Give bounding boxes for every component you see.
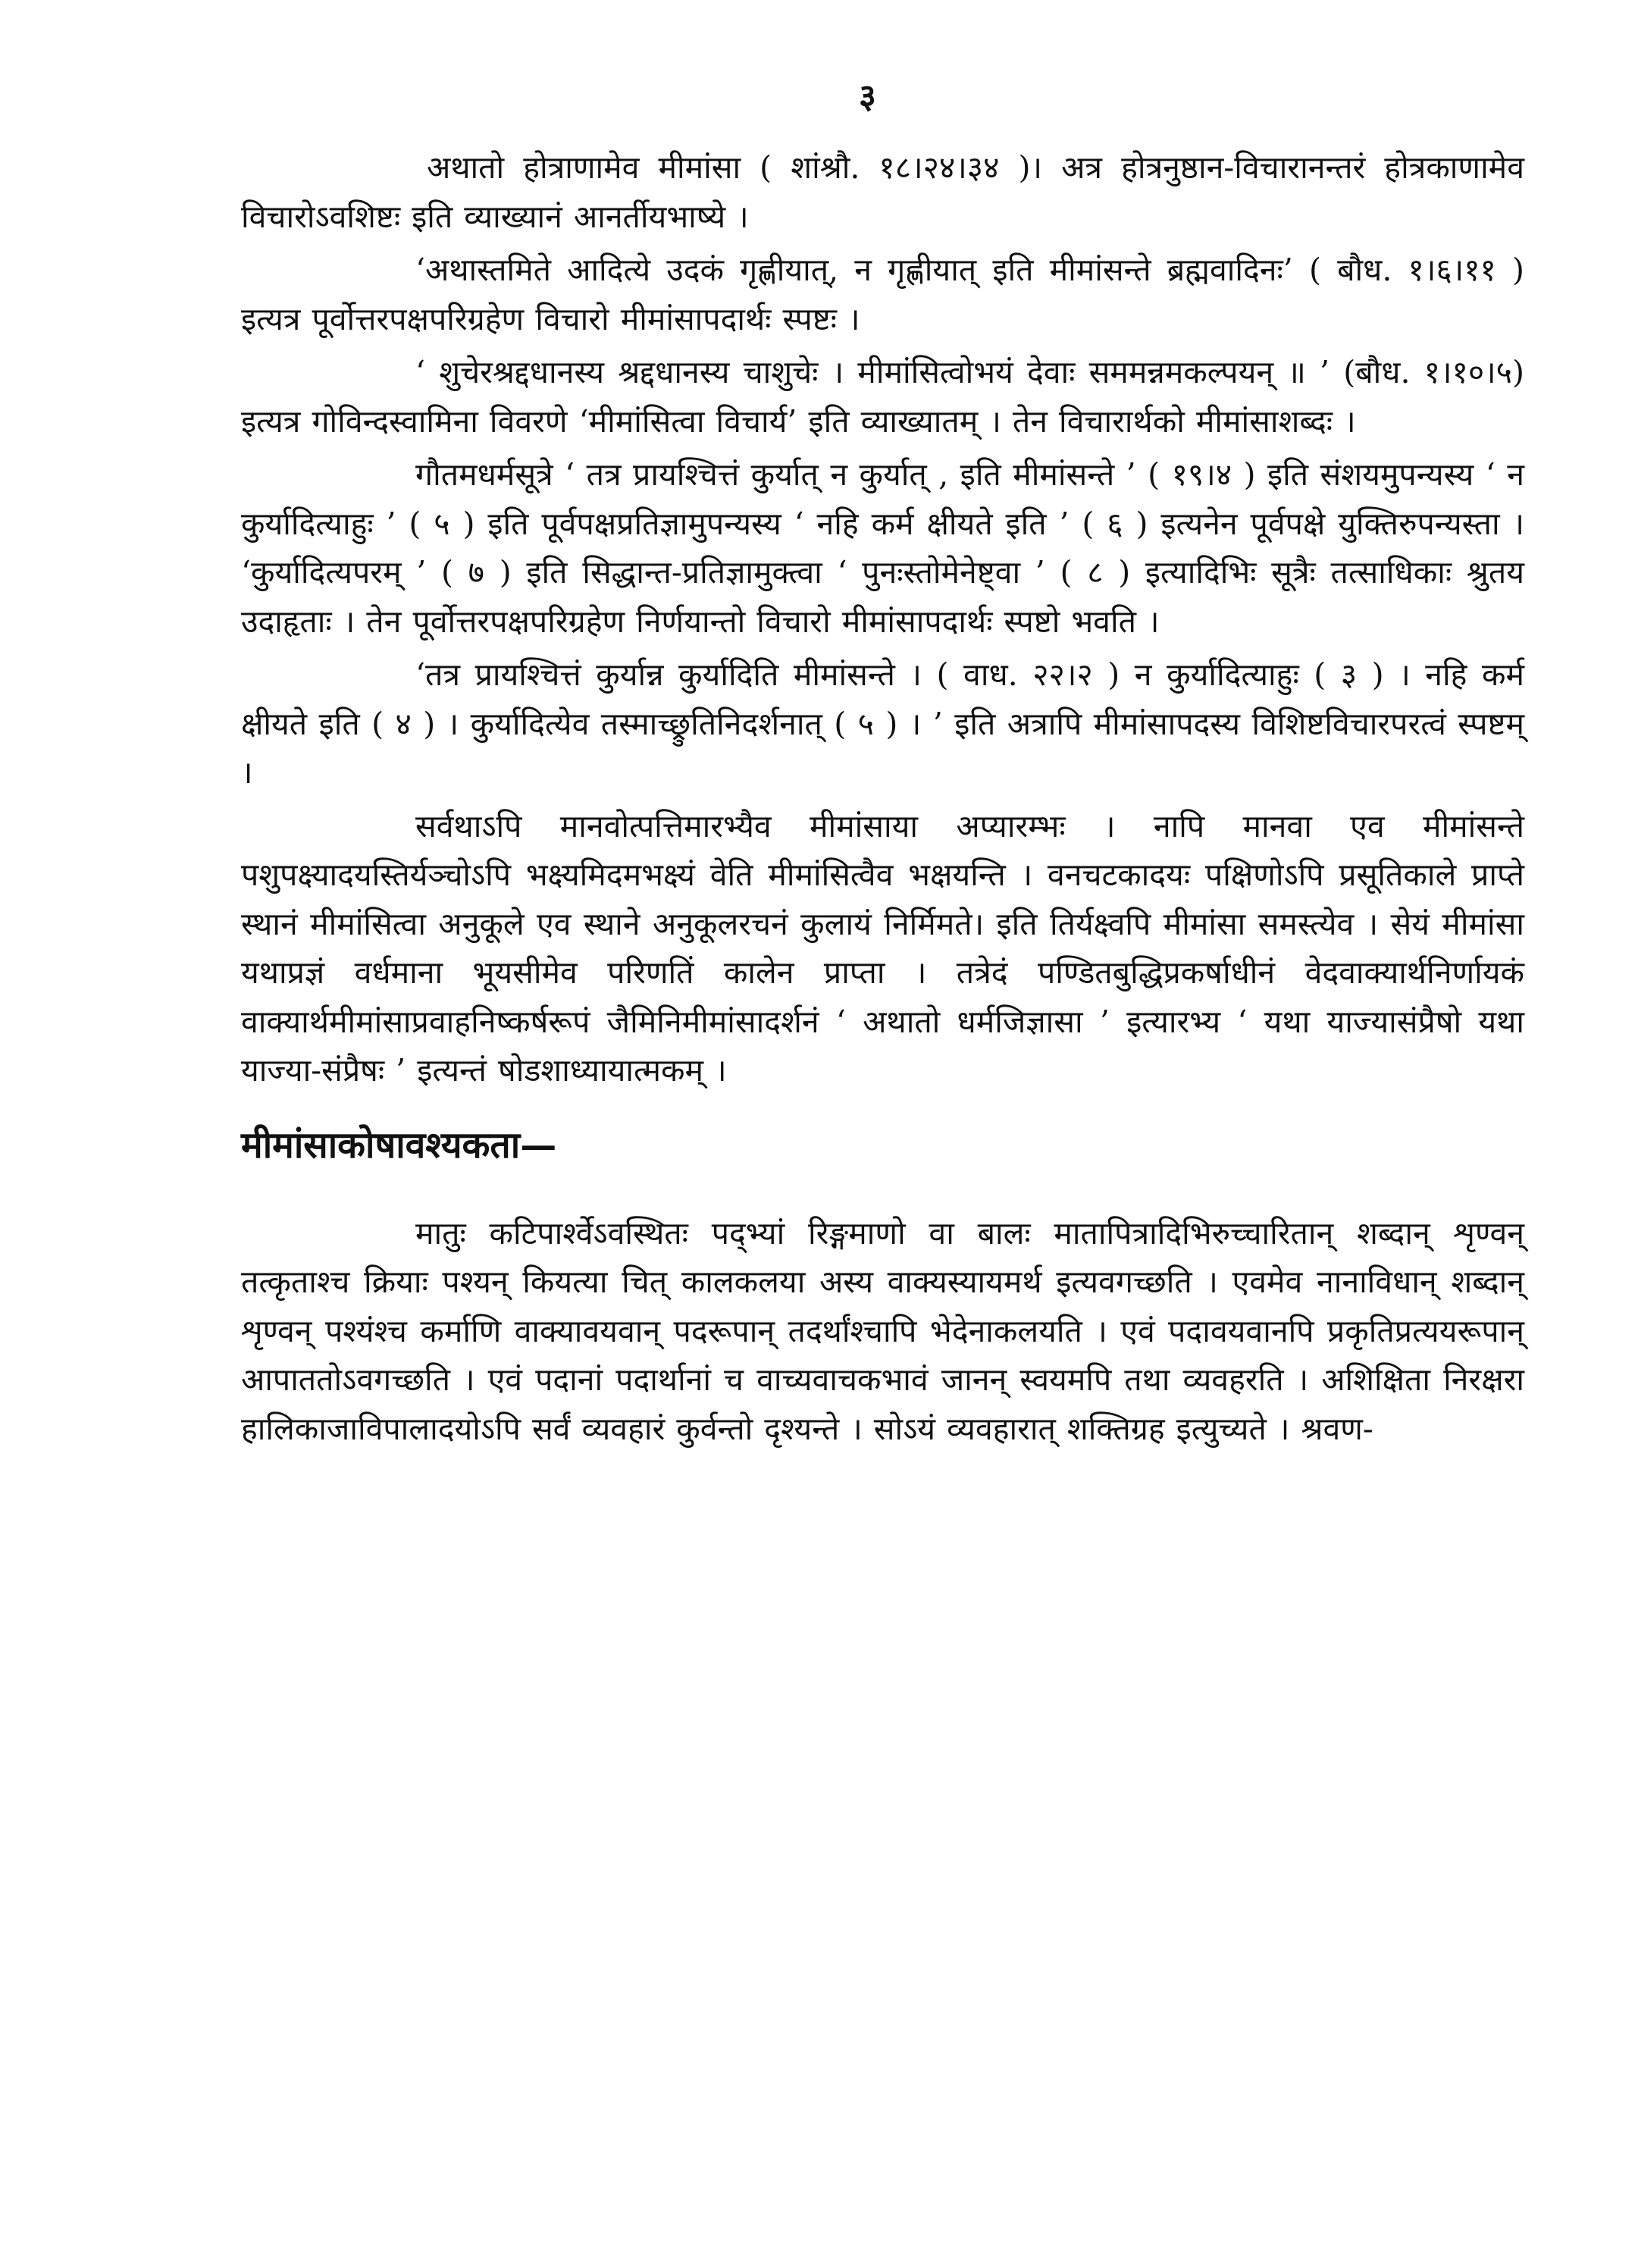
paragraph-6: सर्वथाऽपि मानवोत्पत्तिमारभ्यैव मीमांसाया अप्यारम्भः । नापि मानवा एव मीमांसन्ते पशुपक्ष्यादयस्तिर्यञ्चोऽपि भक्ष्यमिदमभक्ष्यं वेति मीमांसित्वैव भक्षयन्ति । वनचटकादयः पक्षिणोऽपि प्रसूतिकाले प्राप्ते स्थानं मीमांसित्वा अनुकूले एव स्थाने अनुकूलरचनं कुलायं निर्मिमते। इति तिर्यक्ष्वपि मीमांसा समस्त्येव । सेयं मीमांसा यथाप्रज्ञं वर्धमाना भूयसीमेव परिणतिं कालेन प्राप्ता । तत्रेदं पण्डितबुद्धिप्रकर्षाधीनं वेदवाक्यार्थनिर्णायकं वाक्यार्थमीमांसाप्रवाहनिष्कर्षरूपं जैमिनिमीमांसादर्शनं ‘ अथातो धर्मजिज्ञासा ’ इत्यारभ्य ‘ यथा याज्यासंप्रैषो यथा याज्या-संप्रैषः ’ इत्यन्तं षोडशाध्यायात्मकम् ।	[241, 807, 1524, 1089]
paragraph-7: मातुः कटिपार्श्वेऽवस्थितः पद्भ्यां रिङ्गमाणो वा बालः मातापित्रादिभिरुच्चारितान् शब्दान् शृण्वन् तत्कृताश्च क्रियाः पश्यन् कियत्या चित् कालकलया अस्य वाक्यस्यायमर्थ इत्यवगच्छति । एवमेव नानाविधान् शब्दान् शृण्वन् पश्यंश्च कर्माणि वाक्यावयवान् पदरूपान् तदर्थांश्चापि भेदेनाकलयति । एवं पदावयवानपि प्रकृतिप्रत्ययरूपान् आपाततोऽवगच्छति । एवं पदानां पदार्थानां च वाच्यवाचकभावं जानन् स्वयमपि तथा व्यवहरति । अशिक्षिता निरक्षरा हालिकाजाविपालादयोऽपि सर्वं व्यवहारं कुर्वन्तो दृश्यन्ते । सोऽयं व्यवहारात् शक्तिग्रह इत्युच्यते । श्रवण-	[241, 1214, 1524, 1447]
paragraph-1: अथातो होत्राणामेव मीमांसा ( शांश्रौ. १८।२४।३४ )। अत्र होत्रनुष्ठान-विचारानन्तरं होत्रकाणामेव विचारोऽवशिष्टः इति व्याख्यानं आनर्तीयभाष्ये ।	[241, 149, 1524, 235]
page-number: ३	[859, 77, 876, 116]
section-heading: मीमांसाकोषावश्यकता—	[241, 1123, 557, 1167]
paragraph-4: गौतमधर्मसूत्रे ‘ तत्र प्रायश्चित्तं कुर्यात् न कुर्यात् , इति मीमांसन्ते ’ ( १९।४ ) इति संशयमुपन्यस्य ‘ न कुर्यादित्याहुः ’ ( ५ ) इति पूर्वपक्षप्रतिज्ञामुपन्यस्य ‘ नहि कर्म क्षीयते इति ’ ( ६ ) इत्यनेन पूर्वपक्षे युक्तिरुपन्यस्ता । ‘कुर्यादित्यपरम् ’ ( ७ ) इति सिद्धान्त-प्रतिज्ञामुक्त्वा ‘ पुनःस्तोमेनेष्ट्वा ’ ( ८ ) इत्यादिभिः सूत्रैः तत्साधिकाः श्रुतय उदाहृताः । तेन पूर्वोत्तरपक्षपरिग्रहेण निर्णयान्तो विचारो मीमांसापदार्थः स्पष्टो भवति ।	[241, 456, 1524, 640]
paragraph-2: ‘अथास्तमिते आदित्ये उदकं गृह्णीयात्, न गृह्णीयात् इति मीमांसन्ते ब्रह्मवादिनः’ ( बौध. १।६।११ ) इत्यत्र पूर्वोत्तरपक्षपरिग्रहेण विचारो मीमांसापदार्थः स्पष्टः ।	[241, 252, 1524, 337]
paragraph-3: ‘ शुचेरश्रद्दधानस्य श्रद्दधानस्य चाशुचेः । मीमांसित्वोभयं देवाः सममन्नमकल्पयन् ॥ ’ (बौध. १।१०।५) इत्यत्र गोविन्दस्वामिना विवरणे ‘मीमांसित्वा विचार्य’ इति व्याख्यातम् । तेन विचारार्थको मीमांसाशब्दः ।	[241, 354, 1524, 440]
paragraph-5: ‘तत्र प्रायश्चित्तं कुर्यान्न कुर्यादिति मीमांसन्ते । ( वाध. २२।२ ) न कुर्यादित्याहुः ( ३ ) । नहि कर्म क्षीयते इति ( ४ ) । कुर्यादित्येव तस्माच्छ्रुतिनिदर्शनात् ( ५ ) । ’ इति अत्रापि मीमांसापदस्य विशिष्टविचारपरत्वं स्पष्टम् ।	[241, 656, 1524, 791]
